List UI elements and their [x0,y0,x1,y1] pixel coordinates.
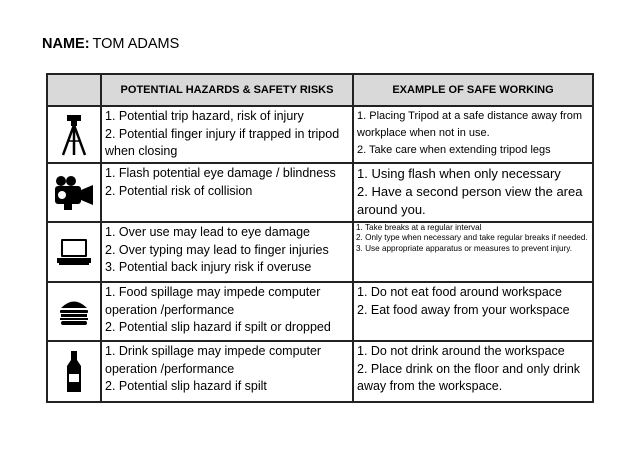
safe-item: 1. Do not eat food around workspace [357,285,562,299]
table-row-1-safe [354,107,592,162]
drink-bottle-icon [65,350,83,394]
name-line [42,36,179,52]
table-row-5-icon-cell [48,342,100,401]
safe-item: 2. Take care when extending tripod legs [357,144,551,156]
safe-item: 1. Placing Tripod at a safe distance away from workplace when not in use. [357,110,583,139]
hazard-item: 2. Over typing may lead to finger injuries [105,242,329,257]
table-row-5-hazards [102,342,352,401]
table-row-4-safe [354,283,592,340]
name-label: NAME: [42,36,90,52]
table-row-4-hazards [102,283,352,340]
hazard-item: 1. Potential trip hazard, risk of injury [105,109,304,123]
column-header-hazards: POTENTIAL HAZARDS & SAFETY RISKS [102,75,352,105]
table-row-3-icon-cell [48,223,100,281]
table-row-1-hazards [102,107,352,162]
tripod-icon [58,113,90,157]
safe-item: 2. Eat food away from your workspace [357,302,570,317]
safe-item: 2. Place drink on the floor and only drink away from the workspace. [357,361,581,393]
safe-item: 3. Use appropriate apparatus or measures to prevent injury. [356,243,573,253]
safe-item: 1. Do not drink around the workspace [357,344,565,358]
hazard-item: 1. Flash potential eye damage / blindness [105,166,336,180]
safe-item: 2. Have a second person view the area around you. [357,184,583,217]
hazard-item: 1. Food spillage may impede computer operation /performance [105,285,321,317]
safe-item: 1. Using flash when only necessary [357,166,561,181]
name-value: TOM ADAMS [92,36,180,52]
hazard-item: 1. Drink spillage may impede computer operation /performance [105,344,322,376]
laptop-icon [56,237,92,267]
safety-table [46,73,594,403]
table-row-2-safe [354,164,592,221]
column-header-safe-working: EXAMPLE OF SAFE WORKING [354,75,592,105]
header-blank-cell [48,75,100,105]
table-row-3-hazards [102,223,352,281]
table-row-4-icon-cell [48,283,100,340]
table-row-2-icon-cell [48,164,100,221]
video-camera-icon [52,173,96,213]
hazard-item: 2. Potential slip hazard if spilt [105,379,267,393]
hazard-item: 2. Potential slip hazard if spilt or dropped [105,320,331,334]
hazard-item: 2. Potential risk of collision [105,183,253,198]
table-row-5-safe [354,342,592,401]
hazard-item: 1. Over use may lead to eye damage [105,225,310,239]
table-row-3-safe [354,223,592,281]
safe-item: 2. Only type when necessary and take regular breaks if needed. [356,233,588,243]
safe-item: 1. Take breaks at a regular interval [356,223,482,232]
hazard-item: 2. Potential finger injury if trapped in tripod when closing [105,126,340,158]
table-row-2-hazards [102,164,352,221]
hazard-item: 3. Potential back injury risk if overuse [105,260,312,274]
burger-icon [59,298,89,326]
table-row-1-icon-cell [48,107,100,162]
